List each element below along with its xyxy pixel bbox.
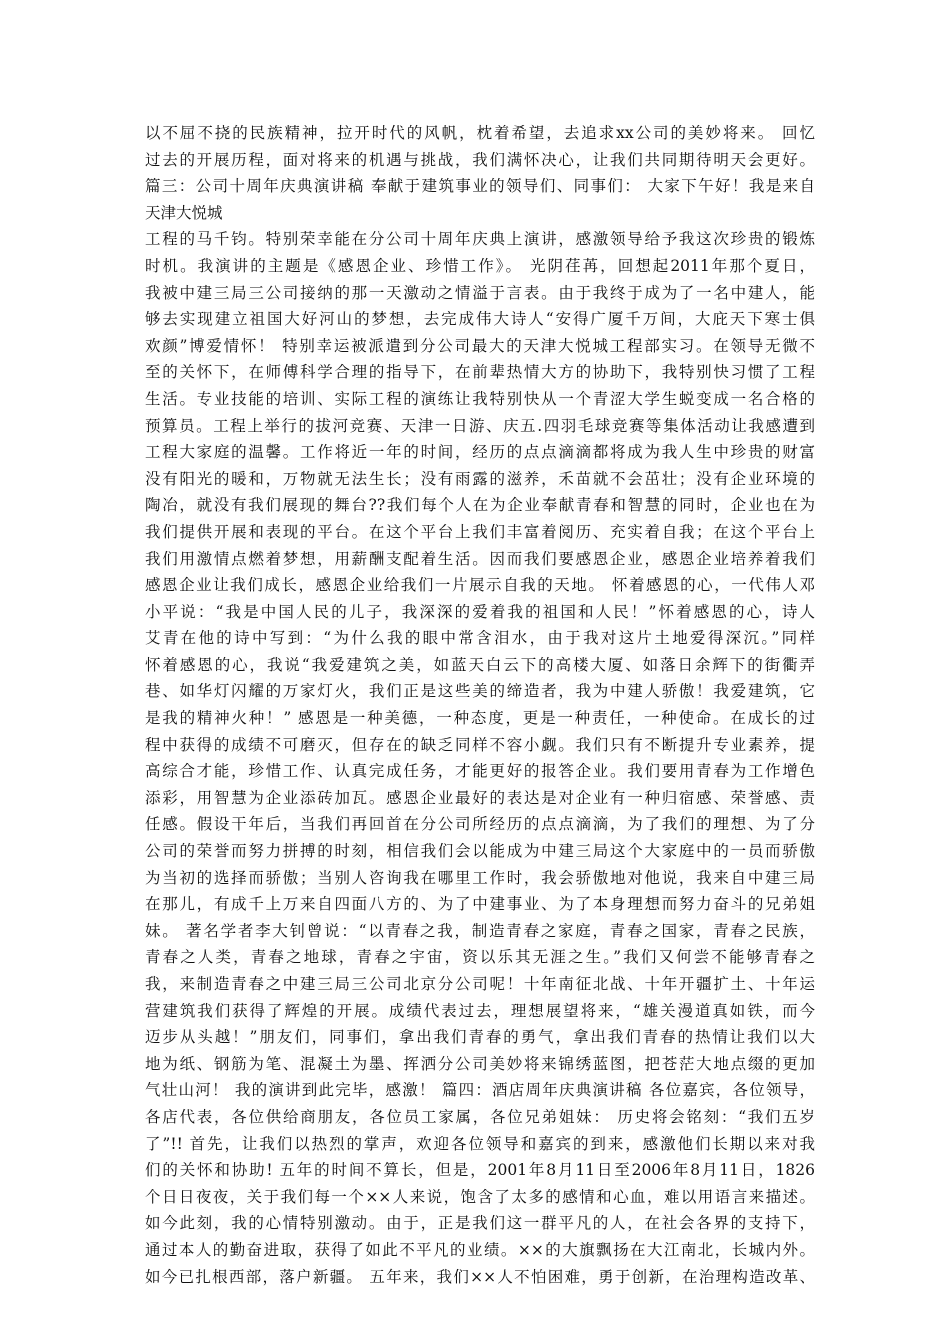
document-line: 生活。专业技能的培训、实际工程的演练让我特别快从一个青涩大学生蜕变成一名合格的 xyxy=(145,389,815,408)
document-line: 过去的开展历程，面对将来的机遇与挑战，我们满怀决心，让我们共同期待明天会更好。 xyxy=(145,150,815,169)
document-line: 迈步从头越！”朋友们，同事们，拿出我们青春的勇气，拿出我们青春的热情让我们以大 xyxy=(145,1028,815,1047)
document-line: 感恩企业让我们成长，感恩企业给我们一片展示自我的天地。 怀着感恩的心，一代伟人邓 xyxy=(145,576,815,595)
document-line: 我被中建三局三公司接纳的那一天激动之情溢于言表。由于我终于成为了一名中建人，能 xyxy=(145,283,815,302)
document-line: 青春之人类，青春之地球，青春之宇宙，资以乐其无涯之生。”我们又何尝不能够青春之 xyxy=(145,948,815,967)
document-line: 艾青在他的诗中写到：“为什么我的眼中常含泪水，由于我对这片土地爱得深沉。”同样 xyxy=(145,629,815,648)
document-line: 工程的马千钧。特别荣幸能在分公司十周年庆典上演讲，感激领导给予我这次珍贵的锻炼 xyxy=(145,230,815,249)
document-line: 各店代表，各位供给商朋友，各位员工家属，各位兄弟姐妹： 历史将会铭刻：“我们五岁 xyxy=(145,1107,815,1126)
document-line: 是我的精神火种！” 感恩是一种美德，一种态度，更是一种责任，一种使命。在成长的过 xyxy=(145,709,815,728)
document-line: 小平说：“我是中国人民的儿子，我深深的爱着我的祖国和人民！”怀着感恩的心，诗人 xyxy=(145,602,815,621)
document-line: 陶冶，就没有我们展现的舞台??我们每个人在为企业奉献青春和智慧的同时，企业也在为 xyxy=(145,496,815,515)
document-line: 我们提供开展和表现的平台。在这个平台上我们丰富着阅历、充实着自我；在这个平台上 xyxy=(145,522,815,541)
document-line: 怀着感恩的心，我说“我爱建筑之美，如蓝天白云下的高楼大厦、如落日余辉下的街衢弄 xyxy=(145,655,815,674)
document-line: 篇三：公司十周年庆典演讲稿 奉献于建筑事业的领导们、同事们： 大家下午好！我是来自 xyxy=(145,177,815,196)
document-line: 程中获得的成绩不可磨灭，但存在的缺乏同样不容小觑。我们只有不断提升专业素养，提 xyxy=(145,735,815,754)
document-line: 天津大悦城 xyxy=(145,203,223,222)
document-line: 气壮山河！ 我的演讲到此完毕，感激！ 篇四：酒店周年庆典演讲稿 各位嘉宾，各位领导， xyxy=(145,1081,815,1100)
document-line: 欢颜”博爱情怀！ 特别幸运被派遣到分公司最大的天津大悦城工程部实习。在领导无微不 xyxy=(145,336,815,355)
document-line: 了”!! 首先，让我们以热烈的掌声，欢迎各位领导和嘉宾的到来，感激他们长期以来对我 xyxy=(145,1134,815,1153)
document-line: 通过本人的勤奋进取，获得了如此不平凡的业绩。××的大旗飘扬在大江南北，长城内外。 xyxy=(145,1240,815,1259)
document-line: 如今此刻，我的心情特别激动。由于，正是我们这一群平凡的人，在社会各界的支持下， xyxy=(145,1214,815,1233)
document-line: 如今已扎根西部，落户新疆。 五年来，我们××人不怕困难，勇于创新，在治理构造改革、 xyxy=(145,1267,815,1286)
document-line: 个日日夜夜，关于我们每一个××人来说，饱含了太多的感情和心血，难以用语言来描述。 xyxy=(145,1187,815,1206)
document-line: 工程大家庭的温馨。工作将近一年的时间，经历的点点滴滴都将成为我人生中珍贵的财富 xyxy=(145,443,815,462)
document-line: 预算员。工程上举行的拔河竞赛、天津一日游、庆五.四羽毛球竞赛等集体活动让我感遭到 xyxy=(145,416,815,435)
document-line: 为当初的选择而骄傲；当别人咨询我在哪里工作时，我会骄傲地对他说，我来自中建三局 xyxy=(145,868,815,887)
document-line: 没有阳光的暖和，万物就无法生长；没有雨露的滋养，禾苗就不会茁壮；没有企业环境的 xyxy=(145,469,815,488)
document-line: 任感。假设干年后，当我们再回首在分公司所经历的点点滴滴，为了我们的理想、为了分 xyxy=(145,815,815,834)
document-line: 够去实现建立祖国大好河山的梦想，去完成伟大诗人“安得广厦千万间，大庇天下寒士俱 xyxy=(145,310,815,329)
document-line: 营建筑我们获得了辉煌的开展。成绩代表过去，理想展望将来，“雄关漫道真如铁，而今 xyxy=(145,1001,815,1020)
document-line: 至的关怀下，在师傅科学合理的指导下，在前辈热情大方的协助下，我特别快习惯了工程 xyxy=(145,363,815,382)
document-line: 以不屈不挠的民族精神，拉开时代的风帆，枕着希望，去追求xx公司的美妙将来。 回忆 xyxy=(145,124,815,142)
document-line: 高综合才能，珍惜工作、认真完成任务，才能更好的报答企业。我们要用青春为工作增色 xyxy=(145,762,815,781)
document-line: 们的关怀和协助! 五年的时间不算长，但是，2001年8月11日至2006年8月11日，1826 xyxy=(145,1161,815,1180)
document-line: 地为纸、钢筋为笔、混凝土为墨、挥洒分公司美妙将来锦绣蓝图，把苍茫大地点缀的更加 xyxy=(145,1054,815,1073)
document-line: 我们用激情点燃着梦想，用薪酬支配着生活。因而我们要感恩企业，感恩企业培养着我们 xyxy=(145,549,815,568)
document-line: 添彩，用智慧为企业添砖加瓦。感恩企业最好的表达是对企业有一种归宿感、荣誉感、责 xyxy=(145,788,815,807)
document-page xyxy=(145,120,815,1290)
document-line: 巷、如华灯闪耀的万家灯火，我们正是这些美的缔造者，我为中建人骄傲！我爱建筑，它 xyxy=(145,682,815,701)
document-line: 公司的荣誉而努力拼搏的时刻，相信我们会以能成为中建三局这个大家庭中的一员而骄傲 xyxy=(145,842,815,861)
document-line: 妹。 著名学者李大钊曾说：“以青春之我，制造青春之家庭，青春之国家，青春之民族， xyxy=(145,921,815,940)
document-line: 时机。我演讲的主题是《感恩企业、珍惜工作》。 光阴荏苒，回想起2011年那个夏日， xyxy=(145,256,815,275)
document-line: 我，来制造青春之中建三局三公司北京分公司呢！十年南征北战、十年开疆扩土、十年运 xyxy=(145,975,815,993)
document-line: 在那儿，有成千上万来自四面八方的、为了中建事业、为了本身理想而努力奋斗的兄弟姐 xyxy=(145,895,815,914)
